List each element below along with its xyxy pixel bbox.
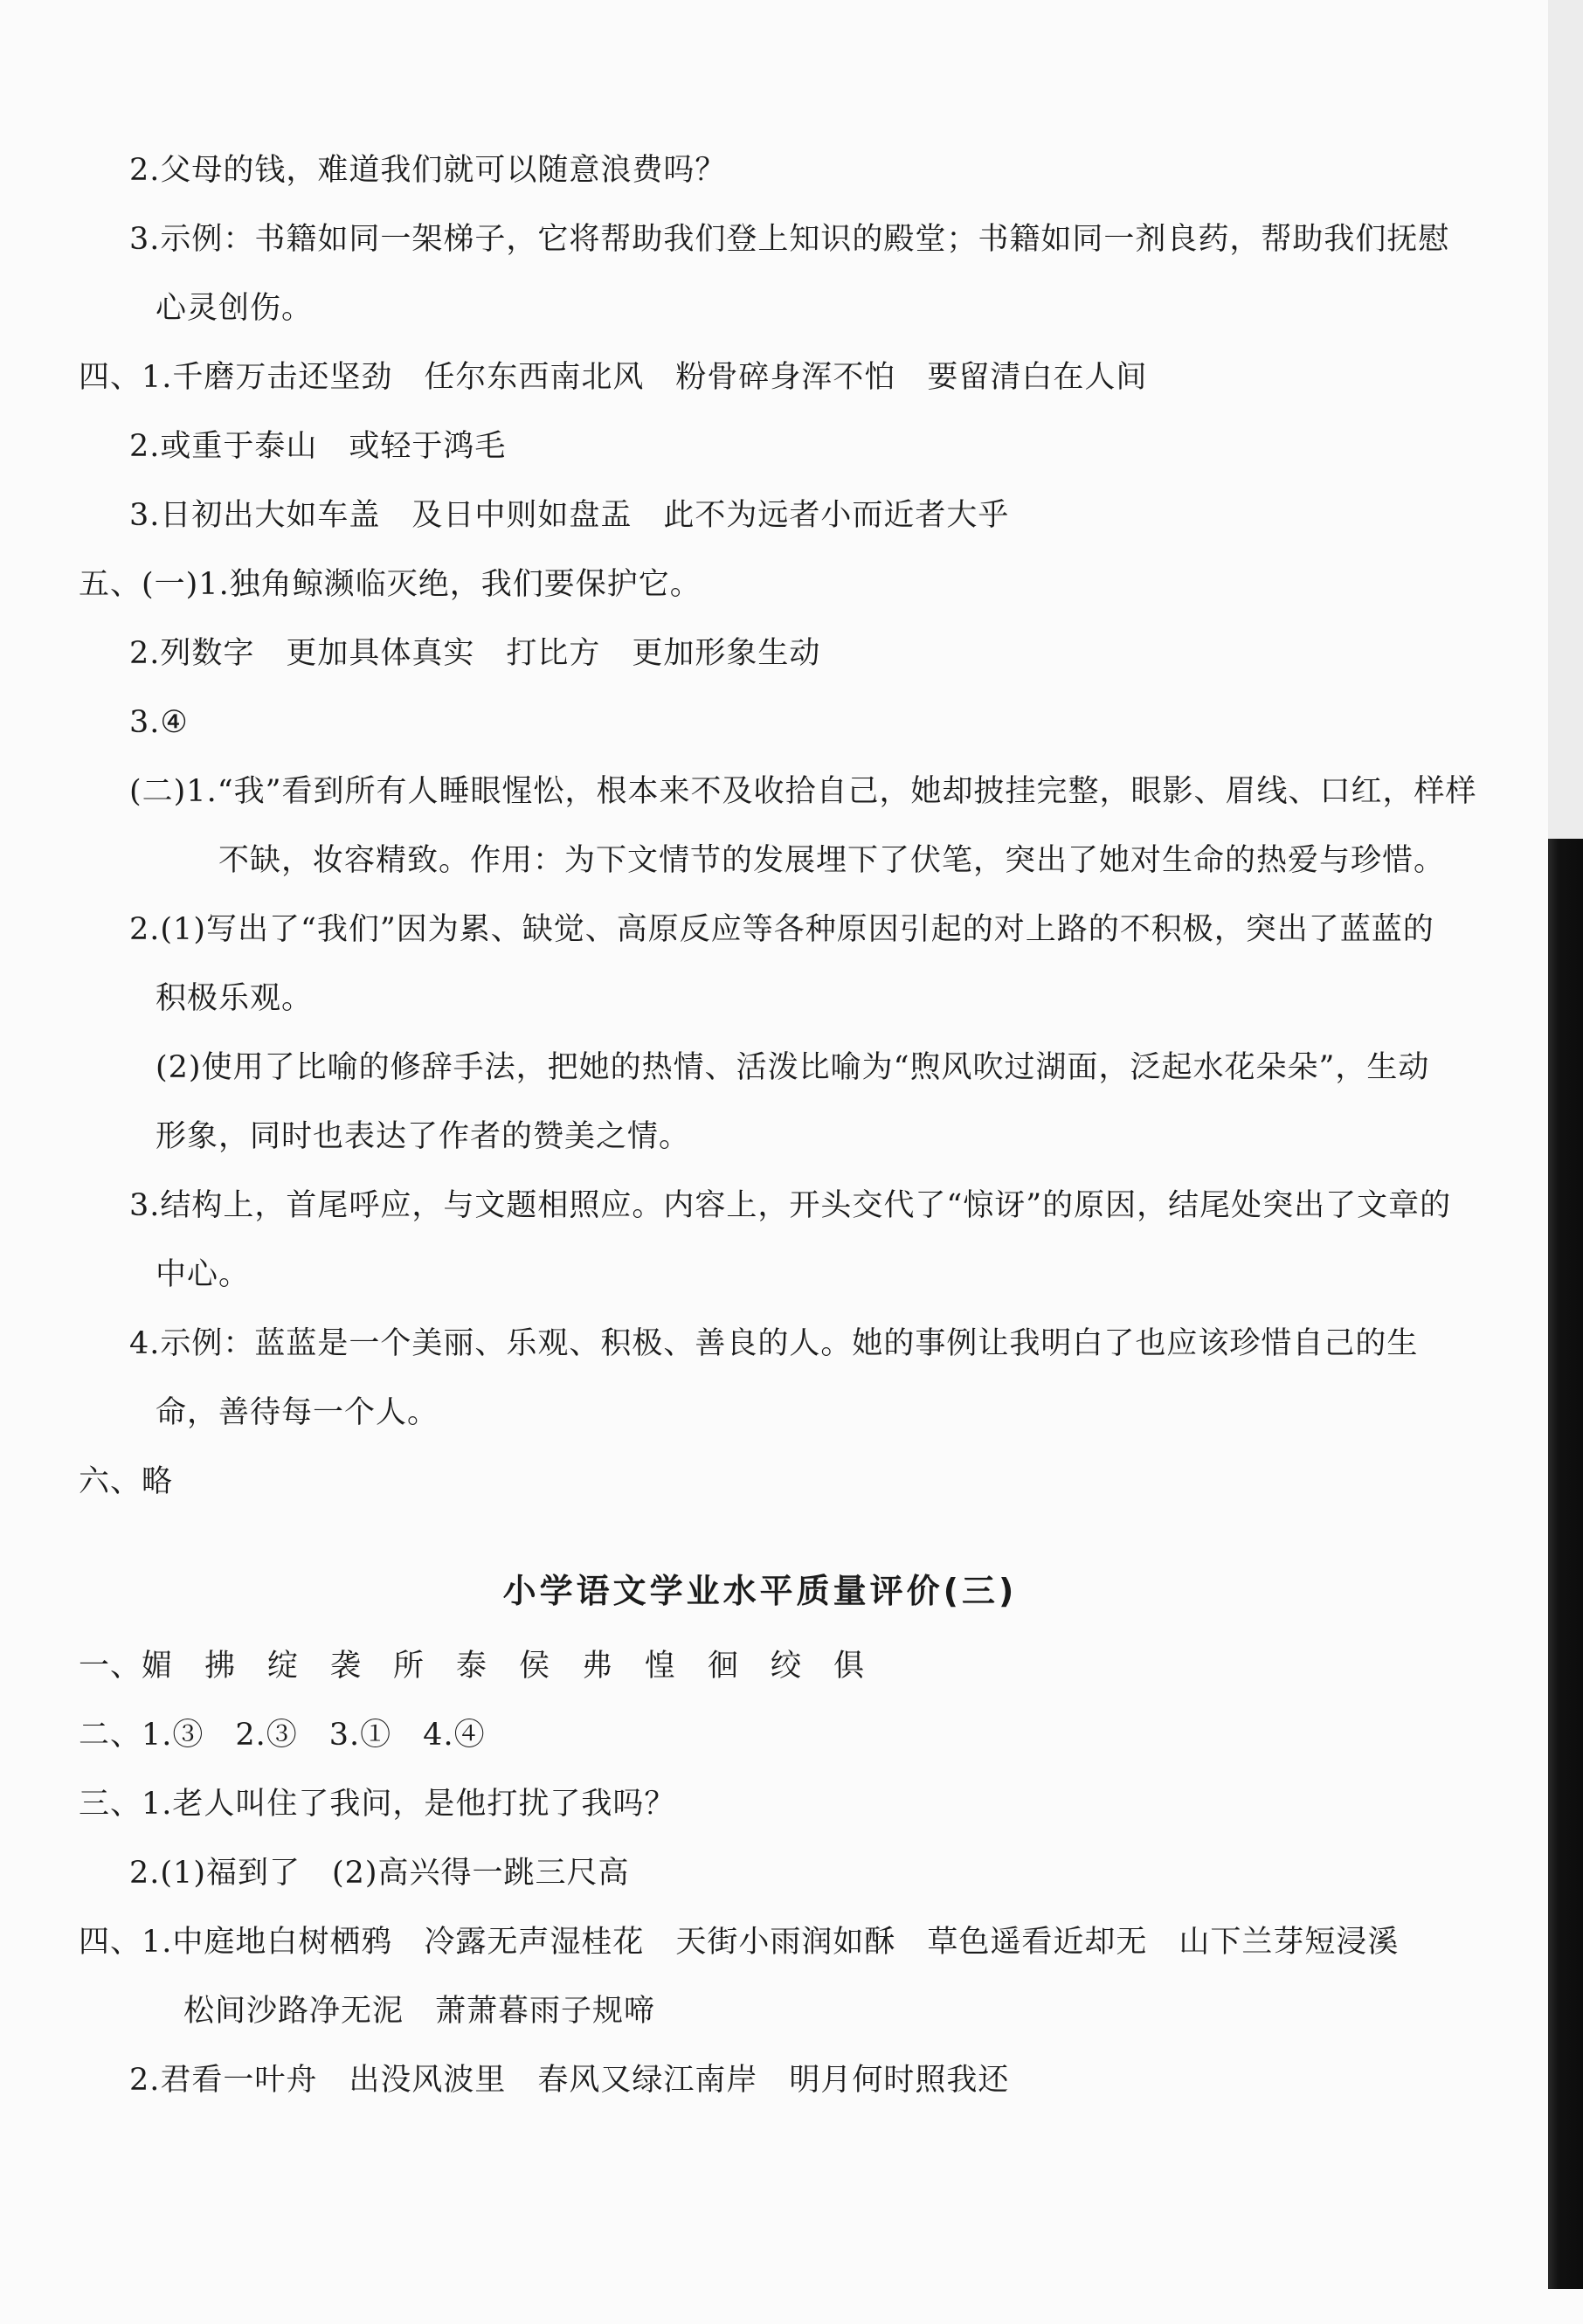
answer-line: 一、媚 拂 绽 袭 所 泰 侯 弗 惶 徊 绞 俱 bbox=[79, 1649, 866, 1684]
answer-line: 二、1.③ 2.③ 3.① 4.④ bbox=[79, 1718, 486, 1753]
answer-line: 2.父母的钱，难道我们就可以随意浪费吗？ bbox=[129, 153, 727, 188]
answer-line: 六、略 bbox=[79, 1464, 174, 1499]
answer-line: (二)1.“我”看到所有人睡眼惺忪，根本来不及收拾自己，她却披挂完整，眼影、眉线、口红，样样 bbox=[129, 774, 1477, 809]
scan-edge-shadow bbox=[1548, 839, 1583, 2289]
answer-line: 松间沙路净无泥 萧萧暮雨子规啼 bbox=[183, 1994, 656, 2029]
answer-line: 五、(一)1.独角鲸濒临灭绝，我们要保护它。 bbox=[79, 567, 702, 602]
answer-line: 2.(1)写出了“我们”因为累、缺觉、高原反应等各种原因引起的对上路的不积极，突出了蓝蓝的 bbox=[129, 912, 1434, 947]
answer-line: 中心。 bbox=[156, 1257, 251, 1292]
answer-line: 2.列数字 更加具体真实 打比方 更加形象生动 bbox=[129, 636, 821, 671]
answer-line: (2)使用了比喻的修辞手法，把她的热情、活泼比喻为“煦风吹过湖面，泛起水花朵朵”，生动 bbox=[156, 1050, 1430, 1085]
answer-line: 3.示例：书籍如同一架梯子，它将帮助我们登上知识的殿堂；书籍如同一剂良药，帮助我们抚慰 bbox=[129, 222, 1450, 257]
answer-line: 2.君看一叶舟 出没风波里 春风又绿江南岸 明月何时照我还 bbox=[129, 2063, 1010, 2098]
answer-line: 命，善待每一个人。 bbox=[156, 1395, 439, 1430]
answer-line: 3.日初出大如车盖 及日中则如盘盂 此不为远者小而近者大乎 bbox=[129, 498, 1010, 533]
answer-line: 心灵创伤。 bbox=[156, 291, 314, 326]
scan-margin bbox=[1548, 0, 1583, 839]
answer-line: 不缺，妆容精致。作用：为下文情节的发展埋下了伏笔，突出了她对生命的热爱与珍惜。 bbox=[218, 843, 1446, 878]
answer-line: 3.结构上，首尾呼应，与文题相照应。内容上，开头交代了“惊讶”的原因，结尾处突出了文章的 bbox=[129, 1188, 1452, 1223]
answer-line: 4.示例：蓝蓝是一个美丽、乐观、积极、善良的人。她的事例让我明白了也应该珍惜自己的生 bbox=[129, 1326, 1419, 1361]
answer-line: 2.或重于泰山 或轻于鸿毛 bbox=[129, 429, 507, 464]
section-title: 小学语文学业水平质量评价(三) bbox=[502, 1572, 1018, 1610]
answer-line: 形象，同时也表达了作者的赞美之情。 bbox=[156, 1119, 691, 1154]
answer-line: 2.(1)福到了 (2)高兴得一跳三尺高 bbox=[129, 1856, 630, 1891]
answer-line: 3.④ bbox=[129, 705, 189, 740]
answer-line: 四、1.千磨万击还坚劲 任尔东西南北风 粉骨碎身浑不怕 要留清白在人间 bbox=[79, 360, 1148, 395]
answer-line: 四、1.中庭地白树栖鸦 冷露无声湿桂花 天街小雨润如酥 草色遥看近却无 山下兰芽短浸溪 bbox=[79, 1925, 1400, 1960]
answer-line: 三、1.老人叫住了我问，是他打扰了我吗？ bbox=[79, 1787, 676, 1822]
answer-line: 积极乐观。 bbox=[156, 981, 314, 1016]
